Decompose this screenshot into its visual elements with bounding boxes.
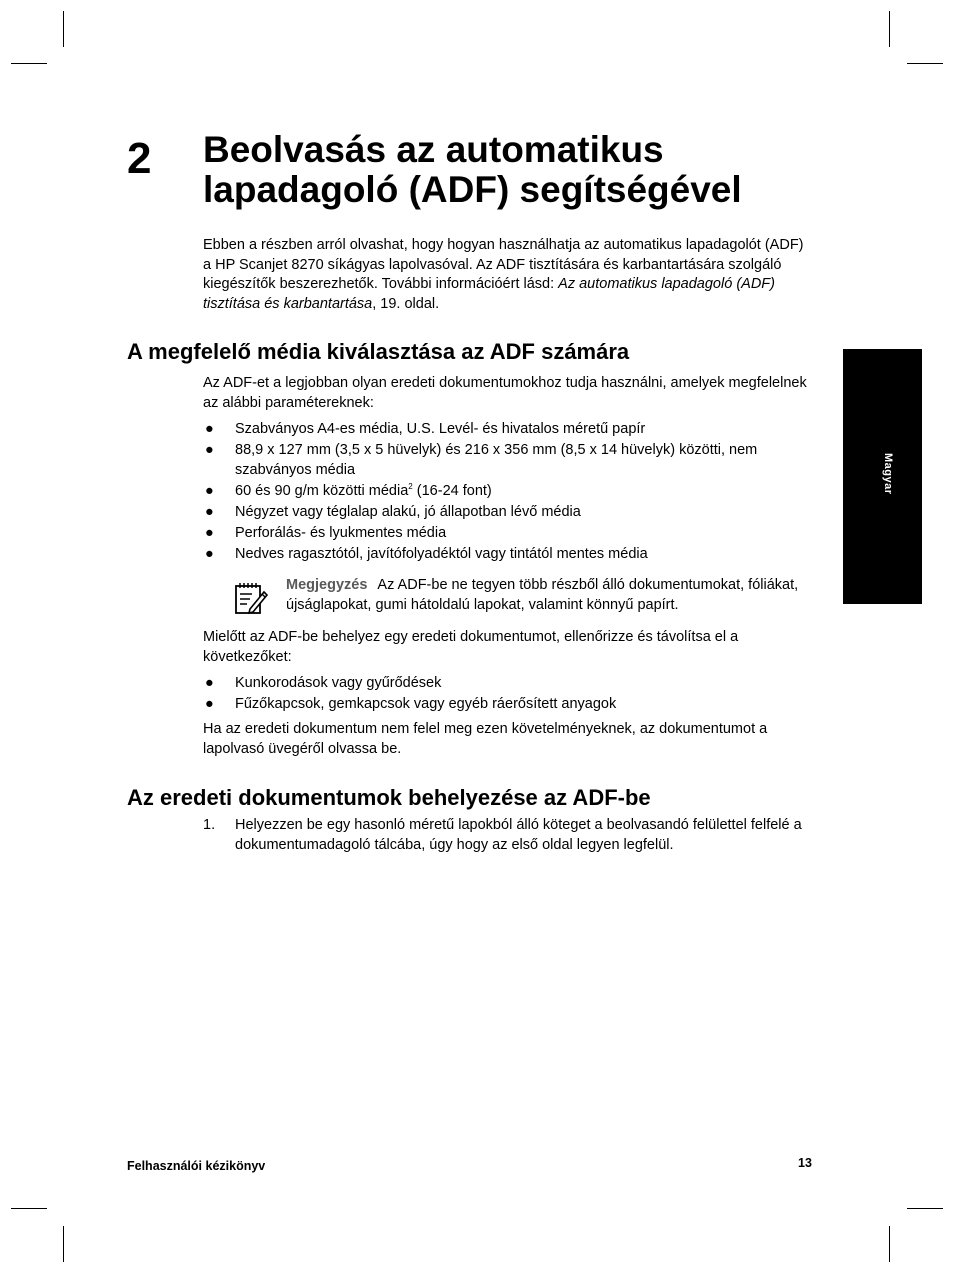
chapter-title-line1: Beolvasás az automatikus — [203, 129, 664, 170]
list-item — [203, 503, 813, 523]
list-item — [203, 441, 813, 480]
list-item — [203, 482, 813, 502]
crop-mark — [907, 63, 943, 64]
check-list — [203, 674, 813, 716]
list-item-text: Perforálás- és lyukmentes média — [235, 524, 447, 541]
note-body: Az ADF-be ne tegyen több részből álló dokumentumokat, fóliákat, újságlapokat, gumi hátoldalú lapokat, valamint könnyű papírt. — [286, 577, 799, 613]
step-number: 1. — [203, 817, 216, 833]
list-item-text: 60 és 90 g/m közötti média — [235, 482, 409, 499]
language-side-tab — [843, 349, 922, 604]
bullet-icon: ● — [205, 503, 214, 520]
section-heading-media: A megfelelő média kiválasztása az ADF számára — [127, 339, 630, 364]
list-item — [203, 545, 813, 565]
crop-mark — [11, 63, 47, 64]
list-item-text: Kunkorodások vagy gyűrődések — [235, 675, 442, 691]
list-item-text: 88,9 x 127 mm (3,5 x 5 hüvelyk) és 216 x 356 mm (8,5 x 14 hüvelyk) közötti, nem szabványos média — [235, 442, 758, 478]
list-item — [203, 695, 813, 715]
bullet-icon: ● — [205, 442, 214, 458]
crop-mark — [907, 1208, 943, 1209]
bullet-icon: ● — [205, 696, 214, 712]
note-pencil-icon — [233, 580, 269, 616]
check-intro: Mielőtt az ADF-be behelyez egy eredeti dokumentumot, ellenőrizze és távolítsa el a következőket: — [203, 629, 739, 665]
superscript: 2 — [408, 481, 413, 491]
bullet-icon: ● — [205, 545, 214, 562]
crop-mark — [63, 11, 64, 47]
step-text: Helyezzen be egy hasonló méretű lapokból álló köteget a beolvasandó felülettel felfelé a dokumentumadagoló tálcába, úgy hogy az első oldal legyen legfelül. — [235, 817, 802, 853]
list-item-text: Fűzőkapcsok, gemkapcsok vagy egyéb ráerősített anyagok — [235, 696, 617, 712]
chapter-title-line2: lapadagoló (ADF) segítségével — [203, 169, 742, 210]
step-item — [203, 816, 813, 855]
chapter-title — [203, 130, 823, 210]
note-label: Megjegyzés — [286, 577, 368, 593]
media-requirements-list — [203, 420, 813, 566]
list-item-text: Négyzet vagy téglalap alakú, jó állapotban lévő média — [235, 503, 581, 520]
cross-reference-link[interactable]: Az automatikus lapadagoló (ADF) tisztítása és karbantartása — [203, 276, 775, 312]
crop-mark — [889, 11, 890, 47]
intro-paragraph — [203, 236, 813, 314]
list-item-text: Szabványos A4-es média, U.S. Levél- és hivatalos méretű papír — [235, 421, 646, 437]
intro-text: Ebben a részben arról olvashat, hogy hogyan használhatja az automatikus lapadagolót (ADF) a HP Scanjet 8270 síkágyas lapolvasóval. Az ADF tisztítására és karbantartására szolgáló kiegészítők beszerezhetők. További információért lásd: — [203, 237, 804, 292]
section-heading-loading: Az eredeti dokumentumok behelyezése az ADF-be — [127, 785, 651, 810]
list-item-text: Nedves ragasztótól, javítófolyadéktól vagy tintától mentes média — [235, 545, 648, 562]
note-text — [286, 576, 816, 615]
page-number: 13 — [798, 1156, 812, 1170]
section1-intro: Az ADF-et a legjobban olyan eredeti dokumentumokhoz tudja használni, amelyek megfelelnek az alábbi paramétereknek: — [203, 375, 807, 411]
side-tab-label: Magyar — [882, 453, 894, 495]
list-item-suffix: (16-24 font) — [412, 482, 492, 499]
steps-list — [203, 816, 813, 857]
crop-mark — [11, 1208, 47, 1209]
bullet-icon: ● — [205, 482, 214, 499]
footer-manual-title: Felhasználói kézikönyv — [127, 1159, 266, 1173]
chapter-number: 2 — [127, 134, 152, 183]
list-item — [203, 674, 813, 694]
bullet-icon: ● — [205, 675, 214, 691]
crop-mark — [63, 1226, 64, 1262]
bullet-icon: ● — [205, 524, 214, 541]
crop-mark — [889, 1226, 890, 1262]
intro-suffix: , 19. oldal. — [372, 295, 440, 312]
bullet-icon: ● — [205, 421, 214, 437]
list-item — [203, 420, 813, 440]
list-item — [203, 524, 813, 544]
closing-paragraph: Ha az eredeti dokumentum nem felel meg ezen követelményeknek, az dokumentumot a lapolvasó üvegéről olvassa be. — [203, 721, 768, 757]
